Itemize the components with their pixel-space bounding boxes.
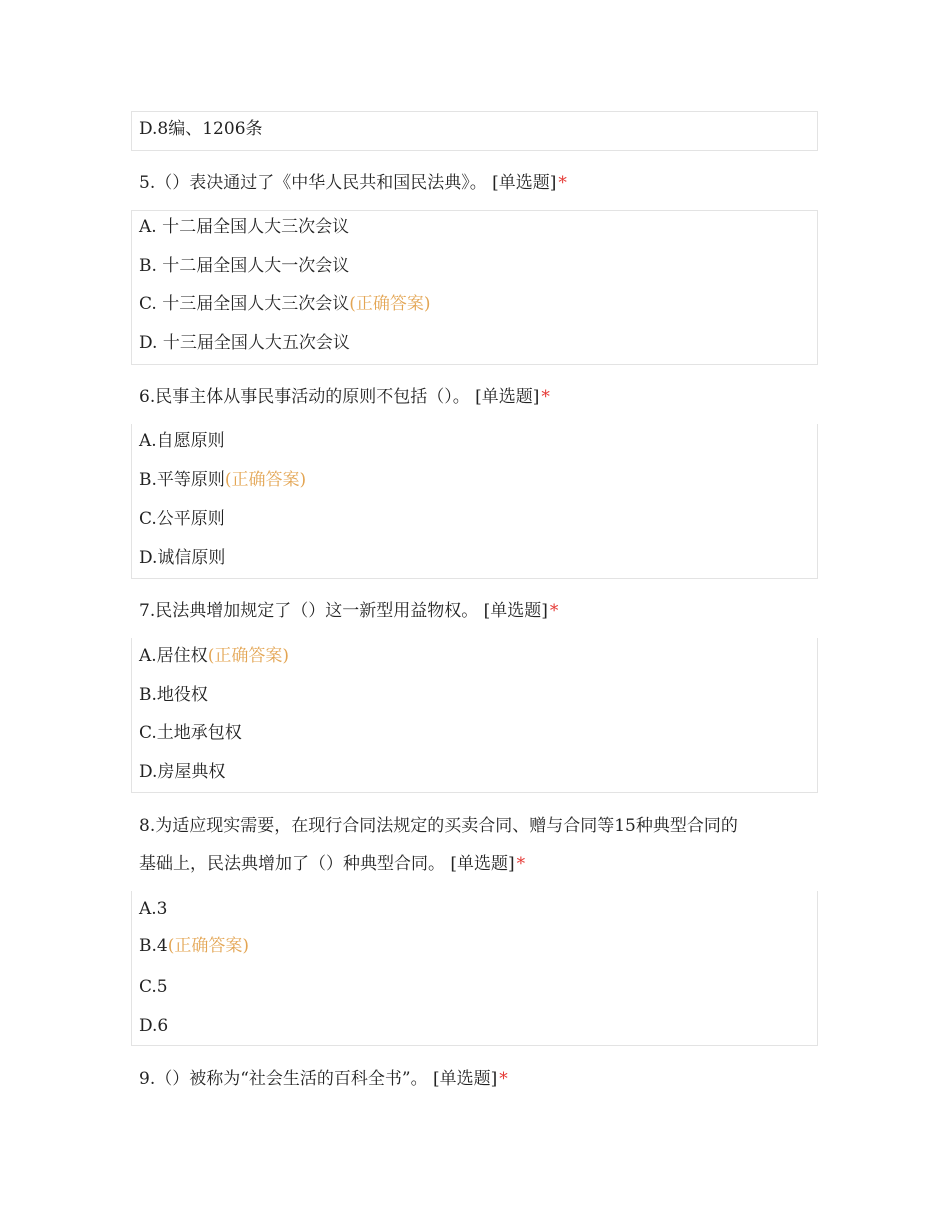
option-label: B.平等原则 (139, 470, 225, 490)
question-type: [单选题] (475, 387, 540, 407)
q5-option-a (139, 216, 349, 238)
q6-options-box (131, 424, 818, 579)
q6-option-a (139, 430, 225, 452)
q8-options-box (131, 891, 818, 1046)
option-label: B.地役权 (139, 685, 208, 705)
q8-option-d (139, 1015, 168, 1037)
option-label: C.5 (139, 977, 168, 997)
q7-question (139, 600, 558, 622)
required-star: * (541, 387, 550, 407)
option-label: D.诚信原则 (139, 548, 226, 568)
question-title: 8.为适应现实需要，在现行合同法规定的买卖合同、赠与合同等15种典型合同的 (139, 816, 738, 836)
option-label: C.公平原则 (139, 509, 225, 529)
option-label: D.房屋典权 (139, 762, 226, 782)
correct-answer-mark: (正确答案) (167, 936, 249, 956)
correct-answer-mark: (正确答案) (207, 646, 289, 666)
question-type: [单选题] (492, 173, 557, 193)
option-label: A. 十二届全国人大三次会议 (139, 217, 350, 237)
option-label: C. 十三届全国人大三次会议 (139, 294, 350, 314)
q8-option-b (139, 935, 249, 957)
question-title: 7.民法典增加规定了（）这一新型用益物权。 (139, 601, 479, 621)
question-type: [单选题] (483, 601, 548, 621)
option-label: A.居住权 (139, 646, 208, 666)
q5-option-c (139, 293, 430, 315)
q8-option-c (139, 976, 168, 998)
q6-option-c (139, 508, 225, 530)
q6-option-d (139, 547, 225, 569)
q7-option-c (139, 722, 242, 744)
q7-option-d (139, 761, 225, 783)
q8-option-a (139, 898, 168, 920)
required-star: * (499, 1069, 508, 1089)
q8-question-line2 (139, 853, 525, 875)
q6-option-b (139, 469, 306, 491)
q9-question (139, 1068, 508, 1090)
option-label: D.8编、1206条 (139, 119, 263, 139)
option-label: B. 十二届全国人大一次会议 (139, 256, 350, 276)
option-label: B.4 (139, 936, 168, 956)
q5-option-b (139, 255, 349, 277)
question-title-continued: 基础上，民法典增加了（）种典型合同。 (139, 854, 445, 874)
q7-option-b (139, 684, 208, 706)
option-label: A.3 (139, 899, 168, 919)
option-label: D. 十三届全国人大五次会议 (139, 333, 350, 353)
question-type: [单选题] (450, 854, 515, 874)
correct-answer-mark: (正确答案) (349, 294, 431, 314)
q6-question (139, 386, 550, 408)
required-star: * (549, 601, 559, 621)
question-title: 5.（）表决通过了《中华人民共和国民法典》。 (139, 173, 487, 193)
question-type: [单选题] (433, 1069, 498, 1089)
q8-question-line1 (139, 815, 738, 837)
option-label: A.自愿原则 (139, 431, 225, 451)
q5-option-d (139, 332, 350, 354)
q7-option-a (139, 645, 289, 667)
question-title: 6.民事主体从事民事活动的原则不包括（）。 (139, 387, 470, 407)
option-label: C.土地承包权 (139, 723, 242, 743)
correct-answer-mark: (正确答案) (224, 470, 307, 490)
required-star: * (516, 854, 526, 874)
q4-option-d (139, 118, 263, 140)
question-title: 9.（）被称为“社会生活的百科全书”。 (139, 1069, 428, 1089)
required-star: * (558, 173, 567, 193)
q5-question (139, 172, 567, 194)
option-label: D.6 (139, 1016, 169, 1036)
